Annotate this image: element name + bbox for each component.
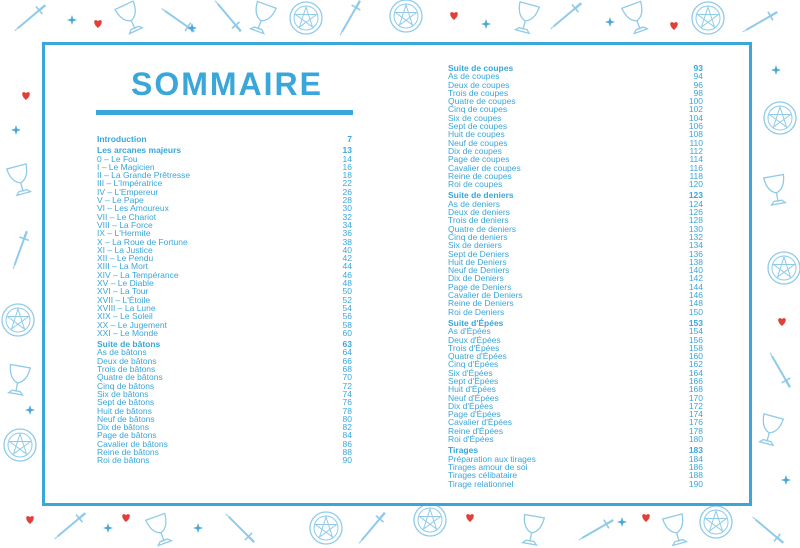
toc-entry-label: IV – L'Empereur — [97, 186, 159, 197]
toc-entry-label: XVII – L'Étoile — [97, 294, 151, 305]
toc-page-number: 183 — [688, 445, 703, 456]
toc-entry-label: XXI – Le Monde — [97, 327, 158, 338]
toc-page-number: 126 — [688, 207, 703, 218]
chalice-icon — [622, 1, 650, 34]
toc-page-number: 186 — [688, 461, 703, 472]
toc-entry-label: Dix de bâtons — [97, 422, 149, 433]
toc-entry-label: Trois de coupes — [448, 87, 509, 98]
toc-entry-label: Tirage relationnel — [448, 478, 514, 489]
toc-page-number: 22 — [342, 178, 352, 189]
toc-page-number: 118 — [689, 170, 703, 181]
toc-page-number: 66 — [342, 355, 352, 366]
toc-page-number: 170 — [688, 392, 703, 403]
toc-page-number: 96 — [693, 79, 703, 90]
toc-page-number: 190 — [688, 478, 703, 489]
toc-entry-label: Deux de coupes — [448, 79, 510, 90]
sparkle-icon — [187, 23, 197, 33]
toc-entry-label: Sept de Deniers — [448, 248, 509, 259]
toc-entry-label: VI – Les Amoureux — [97, 203, 169, 214]
toc-entry-label: Roi de Deniers — [448, 306, 505, 317]
toc-page-number: 176 — [688, 417, 703, 428]
toc-page-number: 80 — [342, 413, 352, 424]
chalice-icon — [757, 414, 784, 446]
toc-page-number: 40 — [342, 244, 352, 255]
toc-page-number: 28 — [342, 195, 352, 206]
toc-entry-label: Sept d'Épées — [448, 375, 499, 386]
sword-icon — [11, 1, 48, 34]
toc-entry-label: Reine de Deniers — [448, 298, 514, 309]
toc-entry-label: XII – Le Pendu — [97, 253, 154, 264]
toc-page-number: 134 — [688, 240, 703, 251]
sword-icon — [336, 0, 365, 38]
toc-entry-label: As de bâtons — [97, 347, 147, 358]
toc-entry-label: XI – La Justice — [97, 244, 153, 255]
toc-entry-label: Six de deniers — [448, 240, 502, 251]
toc-page-number: 144 — [688, 281, 703, 292]
sword-icon — [740, 8, 780, 37]
toc-page-number: 18 — [342, 170, 352, 181]
pentacle-icon — [768, 252, 800, 284]
sparkle-icon — [193, 523, 203, 533]
toc-entry-label: Suite de bâtons — [97, 339, 161, 350]
toc-page-number: 50 — [342, 286, 352, 297]
heart-icon — [778, 318, 786, 326]
toc-entry-label: XV – Le Diable — [97, 278, 154, 289]
pentacle-icon — [2, 304, 34, 336]
toc-page-number: 116 — [689, 162, 703, 173]
toc-page-number: 162 — [688, 359, 703, 370]
toc-entry-label: Neuf d'Épées — [448, 392, 499, 403]
toc-entry-row[interactable] — [97, 329, 352, 337]
toc-page-number: 26 — [342, 186, 352, 197]
sword-icon — [211, 0, 244, 35]
toc-entry-label: Cinq de deniers — [448, 231, 508, 242]
chalice-icon — [115, 1, 145, 35]
toc-entry-label: Roi d'Épées — [448, 434, 494, 445]
toc-entry-label: II – La Grande Prêtresse — [97, 170, 191, 181]
toc-page-number: 70 — [342, 372, 352, 383]
toc-entry-label: Neuf de coupes — [448, 137, 508, 148]
toc-entry-label: Deux de deniers — [448, 207, 510, 218]
toc-entry-row[interactable] — [448, 435, 703, 443]
toc-entry-label: XIII – La Mort — [97, 261, 149, 272]
toc-entry-label: Huit de Deniers — [448, 256, 507, 267]
toc-page-number: 184 — [688, 453, 703, 464]
toc-entry-label: VII – Le Chariot — [97, 211, 157, 222]
toc-page-number: 13 — [342, 145, 352, 156]
toc-entry-label: VIII – La Force — [97, 219, 153, 230]
chalice-icon — [6, 364, 31, 395]
toc-entry-label: Neuf de Deniers — [448, 265, 510, 276]
toc-page-number: 74 — [342, 388, 352, 399]
toc-entry-label: III – L'Impératrice — [97, 178, 163, 189]
toc-page-number: 30 — [342, 203, 352, 214]
sword-icon — [749, 513, 786, 546]
toc-page-number: 52 — [342, 294, 352, 305]
toc-page-number: 178 — [688, 425, 703, 436]
pentacle-icon — [764, 102, 796, 134]
toc-page-number: 32 — [342, 211, 352, 222]
sparkle-icon — [25, 405, 35, 415]
toc-entry-label: Trois de deniers — [448, 215, 509, 226]
chalice-icon — [520, 514, 545, 545]
toc-page-number: 106 — [688, 121, 703, 132]
toc-entry-label: Six d'Épées — [448, 367, 493, 378]
toc-page-number: 64 — [342, 347, 352, 358]
toc-entry-label: Page de coupes — [448, 154, 510, 165]
toc-page-number: 132 — [688, 231, 703, 242]
sparkle-icon — [67, 15, 77, 25]
toc-page-number: 158 — [688, 342, 703, 353]
toc-entry-label: Cavalier de bâtons — [97, 438, 168, 449]
toc-page-number: 7 — [347, 134, 352, 144]
toc-entry-label: Huit de coupes — [448, 129, 505, 140]
heart-icon — [466, 514, 474, 522]
toc-page-number: 123 — [688, 190, 703, 201]
sparkle-icon — [103, 523, 113, 533]
toc-entry-label: XIV – La Tempérance — [97, 269, 179, 280]
toc-entry-label: Dix de coupes — [448, 145, 502, 156]
sword-icon — [355, 509, 388, 546]
toc-entry-label: Page de bâtons — [97, 430, 157, 441]
toc-entry-row[interactable] — [448, 180, 703, 188]
toc-entry-label: Roi de coupes — [448, 179, 503, 190]
toc-page-number: 58 — [342, 319, 352, 330]
heart-icon — [450, 12, 458, 20]
toc-page-number: 42 — [342, 253, 352, 264]
toc-page-number: 114 — [689, 154, 703, 165]
toc-entry-label: IX – L'Hermite — [97, 228, 151, 239]
toc-page-number: 174 — [688, 409, 703, 420]
toc-page-number: 36 — [342, 228, 352, 239]
toc-entry-label: Suite d'Épées — [448, 317, 504, 328]
toc-page-number: 156 — [688, 334, 703, 345]
sparkle-icon — [481, 19, 491, 29]
toc-page-number: 82 — [342, 422, 352, 433]
toc-page-number: 48 — [342, 278, 352, 289]
toc-page-number: 56 — [342, 311, 352, 322]
toc-page-number: 76 — [342, 397, 352, 408]
pentacle-icon — [692, 2, 724, 34]
toc-entry-label: Quatre de coupes — [448, 96, 516, 107]
toc-entry-label: Page d'Épées — [448, 409, 501, 420]
toc-page-number: 46 — [342, 269, 352, 280]
page-title: SOMMAIRE — [131, 66, 323, 102]
toc-entry-label: XVI – La Tour — [97, 286, 149, 297]
toc-page-number: 38 — [342, 236, 352, 247]
toc-page-number: 34 — [342, 219, 352, 230]
toc-page-number: 112 — [689, 145, 703, 156]
toc-entry-label: Deux d'Épées — [448, 334, 501, 345]
toc-entry-label: Cavalier d'Épées — [448, 417, 512, 428]
pentacle-icon — [700, 506, 732, 538]
toc-entry-label: Trois de bâtons — [97, 364, 156, 375]
toc-page-number: 153 — [688, 317, 703, 328]
toc-page-number: 172 — [688, 400, 703, 411]
toc-page-number: 60 — [342, 327, 352, 338]
toc-entry-label: Suite de coupes — [448, 63, 514, 73]
sparkle-icon — [11, 125, 21, 135]
toc-page-number: 90 — [342, 455, 352, 466]
heart-icon — [122, 514, 130, 522]
toc-page-number: 142 — [688, 273, 703, 284]
toc-entry-row[interactable] — [448, 480, 703, 488]
toc-entry-label: Trois d'Épées — [448, 342, 500, 353]
toc-page-number: 104 — [688, 112, 703, 123]
sword-icon — [222, 510, 257, 545]
toc-entry-label: Suite de deniers — [448, 190, 514, 201]
pentacle-icon — [290, 2, 322, 34]
toc-entry-label: Roi de bâtons — [97, 455, 150, 466]
toc-entry-label: Quatre d'Épées — [448, 351, 507, 362]
toc-entry-label: Page de Deniers — [448, 281, 512, 292]
toc-entry-label: Six de bâtons — [97, 388, 149, 399]
toc-entry-label: Six de coupes — [448, 112, 502, 123]
toc-page-number: 160 — [688, 351, 703, 362]
chalice-icon — [513, 2, 540, 34]
toc-entry-label: I – Le Magicien — [97, 161, 155, 172]
toc-page-number: 86 — [342, 438, 352, 449]
toc-column-right — [448, 64, 703, 488]
chalice-icon — [764, 174, 789, 205]
toc-page-number: 136 — [688, 248, 703, 259]
toc-page-number: 188 — [688, 470, 703, 481]
chalice-icon — [146, 513, 174, 546]
heart-icon — [26, 516, 34, 524]
toc-entry-label: Les arcanes majeurs — [97, 145, 182, 156]
toc-entry-row[interactable] — [448, 308, 703, 316]
toc-page-number: 94 — [693, 71, 703, 82]
toc-page-number: 100 — [688, 96, 703, 107]
toc-page-number: 110 — [689, 137, 703, 148]
toc-entry-label: As d'Épées — [448, 326, 491, 337]
toc-page-number: 124 — [688, 198, 703, 209]
toc-entry-label: Quatre de deniers — [448, 223, 517, 234]
pentacle-icon — [414, 504, 446, 536]
toc-page-number: 68 — [342, 364, 352, 375]
pentacle-icon — [390, 0, 422, 32]
sword-icon — [547, 0, 584, 33]
toc-entry-label: Introduction — [97, 134, 147, 144]
pentacle-icon — [310, 512, 342, 544]
toc-entry-label: V – Le Pape — [97, 195, 144, 206]
heart-icon — [642, 514, 650, 522]
toc-entry-label: As de coupes — [448, 71, 500, 82]
toc-page-number: 146 — [688, 290, 703, 301]
toc-entry-label: Reine de bâtons — [97, 446, 159, 457]
heart-icon — [22, 92, 30, 100]
toc-page-number: 44 — [342, 261, 352, 272]
toc-page-number: 54 — [342, 302, 352, 313]
chalice-icon — [248, 1, 276, 34]
chalice-icon — [663, 514, 690, 546]
toc-entry-label: Huit d'Épées — [448, 384, 496, 395]
toc-page-number: 166 — [688, 375, 703, 386]
toc-page-number: 154 — [688, 326, 703, 337]
toc-entry-label: Cavalier de Deniers — [448, 290, 523, 301]
toc-page-number: 120 — [688, 179, 703, 190]
toc-page-number: 108 — [688, 129, 703, 140]
toc-entry-label: Quatre de bâtons — [97, 372, 163, 383]
heart-icon — [94, 20, 102, 28]
toc-page-number: 140 — [688, 265, 703, 276]
toc-page-number: 180 — [688, 434, 703, 445]
toc-page-number: 14 — [342, 153, 352, 164]
toc-entry-label: As de deniers — [448, 198, 500, 209]
sparkle-icon — [771, 65, 781, 75]
toc-page-number: 138 — [688, 256, 703, 267]
toc-entry-row[interactable] — [97, 456, 352, 464]
title-underline — [96, 110, 353, 115]
toc-page-number: 150 — [688, 306, 703, 317]
toc-entry-label: Reine d'Épées — [448, 425, 504, 436]
sword-icon — [766, 350, 795, 390]
toc-entry-label: Tirages amour de soi — [448, 461, 528, 472]
toc-entry-label: XX – Le Jugement — [97, 319, 167, 330]
toc-section-row[interactable] — [97, 135, 352, 143]
toc-column-left — [97, 135, 352, 465]
toc-page-number: 148 — [688, 298, 703, 309]
toc-entry-label: Huit de bâtons — [97, 405, 152, 416]
toc-entry-label: XVIII – La Lune — [97, 302, 156, 313]
toc-entry-label: Tirages célibataire — [448, 470, 518, 481]
toc-page-number: 88 — [342, 446, 352, 457]
toc-page-number: 72 — [342, 380, 352, 391]
toc-entry-label: Cinq de coupes — [448, 104, 508, 115]
toc-entry-label: Préparation aux tirages — [448, 453, 536, 464]
chalice-icon — [7, 164, 34, 196]
sparkle-icon — [781, 475, 791, 485]
heart-icon — [670, 22, 678, 30]
toc-entry-label: Neuf de bâtons — [97, 413, 155, 424]
toc-page-number: 78 — [342, 405, 352, 416]
sparkle-icon — [605, 17, 615, 27]
toc-entry-label: 0 – Le Fou — [97, 153, 138, 164]
sparkle-icon — [617, 517, 627, 527]
toc-entry-label: Dix d'Épées — [448, 400, 494, 411]
sword-icon — [51, 509, 88, 542]
toc-page-number: 93 — [693, 63, 703, 73]
pentacle-icon — [4, 429, 36, 461]
toc-entry-label: XIX – Le Soleil — [97, 311, 153, 322]
toc-page-number: 128 — [688, 215, 703, 226]
toc-entry-label: X – La Roue de Fortune — [97, 236, 188, 247]
toc-entry-label: Dix de Deniers — [448, 273, 504, 284]
toc-entry-label: Sept de coupes — [448, 121, 508, 132]
toc-page-number: 102 — [688, 104, 703, 115]
toc-page-number: 164 — [688, 367, 703, 378]
toc-entry-label: Reine de coupes — [448, 170, 512, 181]
toc-entry-label: Deux de bâtons — [97, 355, 157, 366]
sword-icon — [576, 516, 616, 545]
toc-entry-label: Cavalier de coupes — [448, 162, 521, 173]
sword-icon — [8, 229, 31, 270]
toc-page-number: 130 — [688, 223, 703, 234]
toc-entry-label: Sept de bâtons — [97, 397, 155, 408]
toc-page-number: 168 — [688, 384, 703, 395]
toc-entry-label: Cinq de bâtons — [97, 380, 155, 391]
toc-page-number: 16 — [342, 161, 352, 172]
toc-entry-label: Tirages — [448, 445, 479, 456]
toc-entry-label: Cinq d'Épées — [448, 359, 499, 370]
toc-page-number: 98 — [693, 87, 703, 98]
toc-page-number: 63 — [342, 339, 352, 350]
toc-page-number: 84 — [342, 430, 352, 441]
